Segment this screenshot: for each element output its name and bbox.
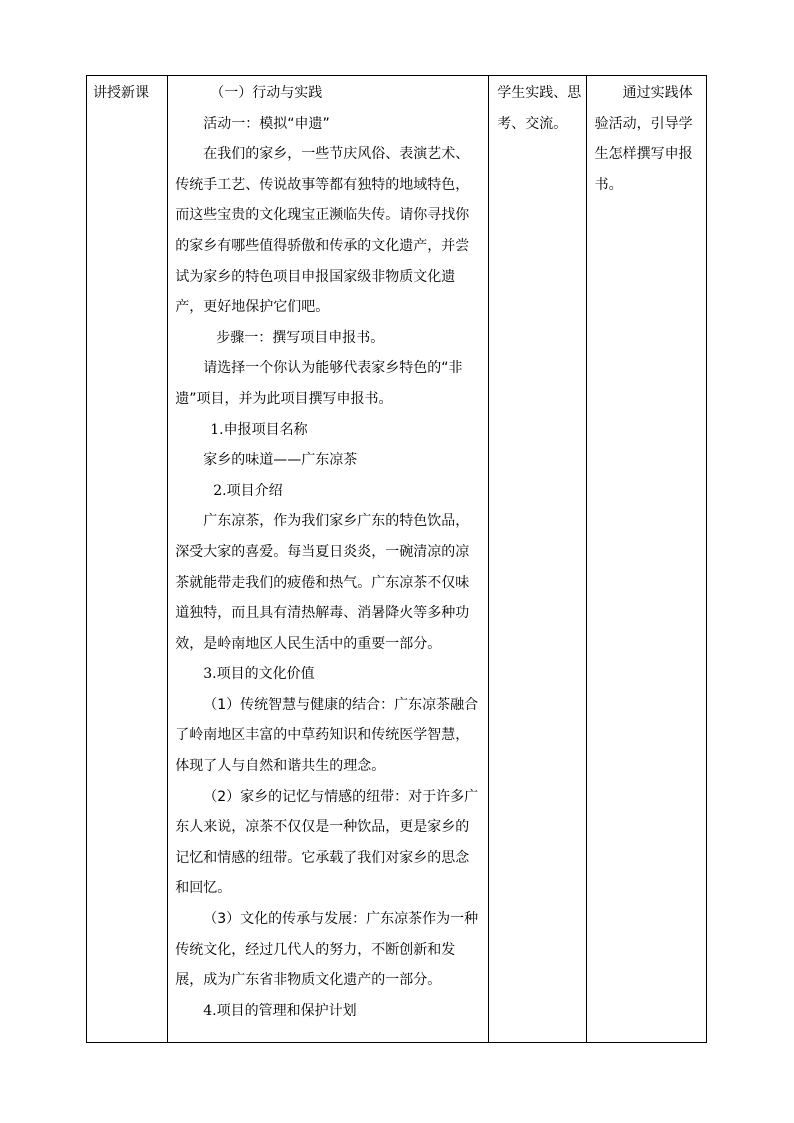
value-two-paragraph: （2）家乡的记忆与情感的纽带：对于许多广东人来说，凉茶不仅仅是一种饮品，更是家乡的记忆和情感的纽带。它承载了我们对家乡的思念和回忆。 — [175, 788, 479, 897]
lesson-plan-table — [86, 75, 707, 1043]
section-cell — [87, 76, 168, 1043]
design-intent-cell — [586, 76, 706, 1043]
item-two-title: 2.项目介绍 — [213, 482, 283, 499]
content-heading: （一）行动与实践 — [210, 85, 323, 101]
content-cell — [168, 76, 489, 1043]
activity-title: 活动一：模拟“申遗” — [203, 115, 330, 132]
student-activity-text: 学生实践、思考、交流。 — [497, 85, 582, 132]
intro-paragraph: 在我们的家乡，一些节庆风俗、表演艺术、传统手工艺、传说故事等都有独特的地域特色，而这些宝贵的文化瑰宝正濒临失传。请你寻找你的家乡有哪些值得骄傲和传承的文化遗产，并尝试为家乡的特色项目申报国家级非物质文化遗产，更好地保护它们吧。 — [175, 146, 470, 316]
value-one-paragraph: （1）传统智慧与健康的结合：广东凉茶融合了岭南地区丰富的中草药知识和传统医学智慧，体现了人与自然和谐共生的理念。 — [175, 696, 479, 775]
step-one-title: 步骤一：撰写项目申报书。 — [216, 329, 385, 346]
item-one-title: 1.申报项目名称 — [210, 421, 308, 438]
step-one-description: 请选择一个你认为能够代表家乡特色的“非遗”项目，并为此项目撰写申报书。 — [175, 360, 463, 407]
section-label: 讲授新课 — [93, 85, 149, 101]
design-intent-text: 通过实践体验活动，引导学生怎样撰写申报书。 — [594, 85, 693, 193]
table-row — [87, 76, 707, 1043]
item-four-title: 4.项目的管理和保护计划 — [203, 1002, 357, 1019]
item-three-title: 3.项目的文化价值 — [203, 666, 315, 683]
item-one-value: 家乡的味道——广东凉茶 — [203, 452, 358, 469]
item-two-text: 广东凉茶，作为我们家乡广东的特色饮品，深受大家的喜爱。每当夏日炎炎，一碗清凉的凉茶就能带走我们的疲倦和热气。广东凉茶不仅味道独特，而且具有清热解毒、消暑降火等多种功效，是岭南地区人民生活中的重要一部分。 — [175, 513, 470, 652]
student-activity-cell — [489, 76, 586, 1043]
value-three-paragraph: （3）文化的传承与发展：广东凉茶作为一种传统文化，经过几代人的努力，不断创新和发展，成为广东省非物质文化遗产的一部分。 — [175, 911, 479, 989]
